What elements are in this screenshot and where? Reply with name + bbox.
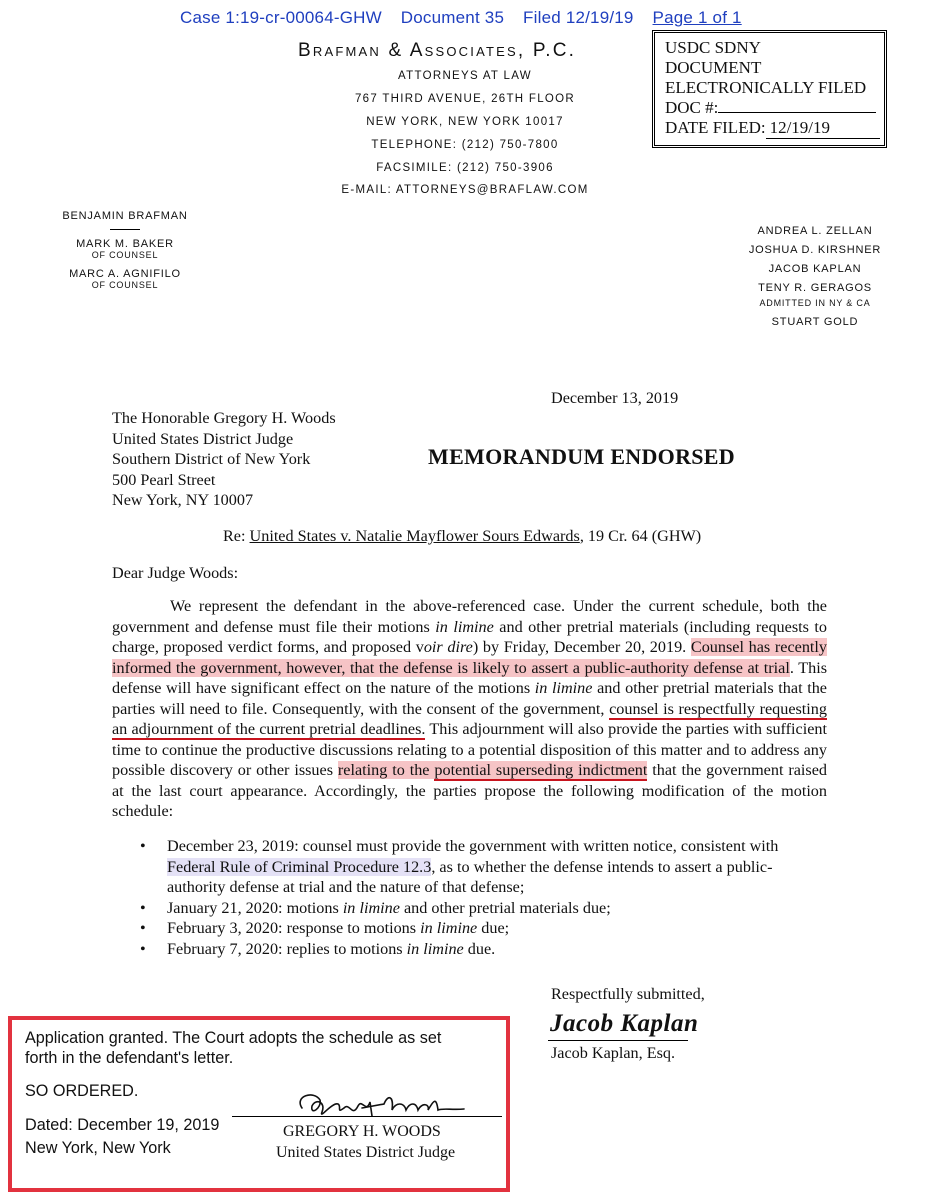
bullet-icon: • [140, 919, 146, 937]
attorneys-left [50, 210, 200, 298]
bullet-icon: • [140, 939, 146, 958]
order-text-line: forth in the defendant's letter. [25, 1049, 234, 1067]
signature-line [548, 1040, 688, 1041]
body-paragraph: We represent the defendant in the above-referenced case. Under the current schedule, both the government and defense must file their motions in limine and other pretrial materials (including requests to charge, proposed verdict forms, and proposed voir dire) by Friday, December 20, 2019. Counsel has recently informed the government, however, that the defense is likely to assert a public-authority defense at trial. This defense will have significant effect on the nature of the motions in limine and other pretrial materials that the parties will need to file. Consequently, with the consent of the government, counsel is respectfully requesting an adjournment of the current pretrial deadlines. This adjournment will also provide the parties with sufficient time to continue the productive discussions relating to a potential disposition of this matter and to address any possible discovery or other issues relating to the potential superseding indictment that the government raised at the last court appearance. Accordingly, the parties propose the following modification of the motion schedule: [112, 597, 828, 820]
attorney-name: JOSHUA D. KIRSHNER [748, 244, 882, 256]
judge-signature-line [232, 1116, 502, 1117]
firm-telephone: TELEPHONE: (212) 750-7800 [371, 139, 559, 151]
page-count: Page 1 of 1 [652, 8, 742, 27]
firm-name: Brafman & Associates, P.C. [298, 40, 577, 61]
stamp-doc-number: DOC #: [665, 98, 884, 118]
attorney-role: OF COUNSEL [91, 250, 159, 260]
letter-body [112, 596, 827, 822]
firm-email: E-MAIL: ATTORNEYS@BRAFLAW.COM [341, 184, 589, 196]
judge-signature-icon [292, 1088, 472, 1124]
firm-address-city: NEW YORK, NEW YORK 10017 [366, 116, 564, 128]
re-line: Re: United States v. Natalie Mayflower Sours Edwards, 19 Cr. 64 (GHW) [223, 527, 702, 545]
bullet-icon: • [140, 898, 146, 917]
letter-date: December 13, 2019 [551, 389, 679, 407]
attorney-admission: ADMITTED IN NY & CA [759, 298, 871, 308]
attorney-name: JACOB KAPLAN [768, 263, 862, 275]
stamp-court: USDC SDNY [665, 38, 761, 57]
attorney-name: ANDREA L. ZELLAN [757, 225, 873, 237]
filing-stamp [652, 30, 887, 148]
list-item: • December 23, 2019: counsel must provide the government with written notice, consistent with Federal Rule of Criminal Procedure 12.3, as to whether the defense intends to assert a public-authority defense at trial and the nature of that defense; [140, 837, 779, 896]
ecf-header [180, 8, 742, 28]
attorney-name: STUART GOLD [771, 316, 859, 328]
highlight-relating: relating to the [337, 761, 435, 779]
bullet-icon: • [140, 837, 146, 855]
attorneys-right [740, 222, 890, 332]
order-text-line: Application granted. The Court adopts the schedule as set [25, 1029, 442, 1047]
addressee-block [112, 408, 336, 511]
divider [110, 229, 140, 230]
memorandum-endorsed-title: MEMORANDUM ENDORSED [428, 444, 735, 469]
stamp-date-filed: DATE FILED: 12/19/19 [665, 118, 884, 139]
addressee-line: Southern District of New York [112, 450, 311, 468]
list-item: • February 3, 2020: response to motions in limine due; [140, 919, 510, 937]
attorney-name: MARC A. AGNIFILO [69, 268, 181, 280]
rule-reference-link[interactable]: Federal Rule of Criminal Procedure 12.3 [167, 857, 432, 876]
closing-respectfully: Respectfully submitted, [551, 985, 705, 1003]
attorney-name: TENY R. GERAGOS [758, 282, 872, 294]
underline-adjournment-request: counsel is respectfully requesting an adjournment of the current pretrial deadlines. [112, 699, 827, 738]
document-number: Document 35 [400, 8, 505, 27]
firm-address-street: 767 THIRD AVENUE, 26TH FLOOR [354, 93, 576, 105]
highlight-superseding-indictment: potential superseding indictment [434, 761, 648, 779]
stamp-electronically-filed: ELECTRONICALLY FILED [665, 78, 867, 97]
so-ordered: SO ORDERED. [25, 1082, 139, 1100]
order-dated: Dated: December 19, 2019 [25, 1116, 220, 1134]
highlight-public-authority: Counsel has recently informed the government, however, that the defense is likely to assert a public-authority defense at trial [112, 638, 828, 677]
addressee-line: 500 Pearl Street [112, 470, 216, 489]
kaplan-signature: Jacob Kaplan [550, 1010, 699, 1037]
stamp-document: DOCUMENT [665, 58, 762, 77]
case-number: Case 1:19-cr-00064-GHW [180, 8, 382, 27]
signer-name: Jacob Kaplan, Esq. [551, 1044, 676, 1062]
case-caption: United States v. Natalie Mayflower Sours Edwards [249, 527, 580, 545]
order-place: New York, New York [25, 1139, 171, 1157]
attorney-role: OF COUNSEL [91, 280, 159, 290]
attorney-name: MARK M. BAKER [76, 238, 174, 250]
firm-subtitle: ATTORNEYS AT LAW [398, 70, 532, 82]
schedule-list [140, 836, 830, 959]
filed-date: Filed 12/19/19 [523, 8, 634, 27]
attorney-name: BENJAMIN BRAFMAN [62, 210, 188, 222]
addressee-line: The Honorable Gregory H. Woods [112, 409, 336, 427]
list-item: • January 21, 2020: motions in limine and other pretrial materials due; [140, 898, 611, 917]
addressee-line: United States District Judge [112, 429, 294, 448]
judge-name: GREGORY H. WOODS [283, 1123, 441, 1140]
firm-facsimile: FACSIMILE: (212) 750-3906 [376, 162, 554, 174]
list-item: • February 7, 2020: replies to motions in limine due. [140, 939, 496, 958]
salutation: Dear Judge Woods: [112, 564, 239, 582]
addressee-line: New York, NY 10007 [112, 491, 254, 509]
judge-title: United States District Judge [276, 1144, 456, 1161]
